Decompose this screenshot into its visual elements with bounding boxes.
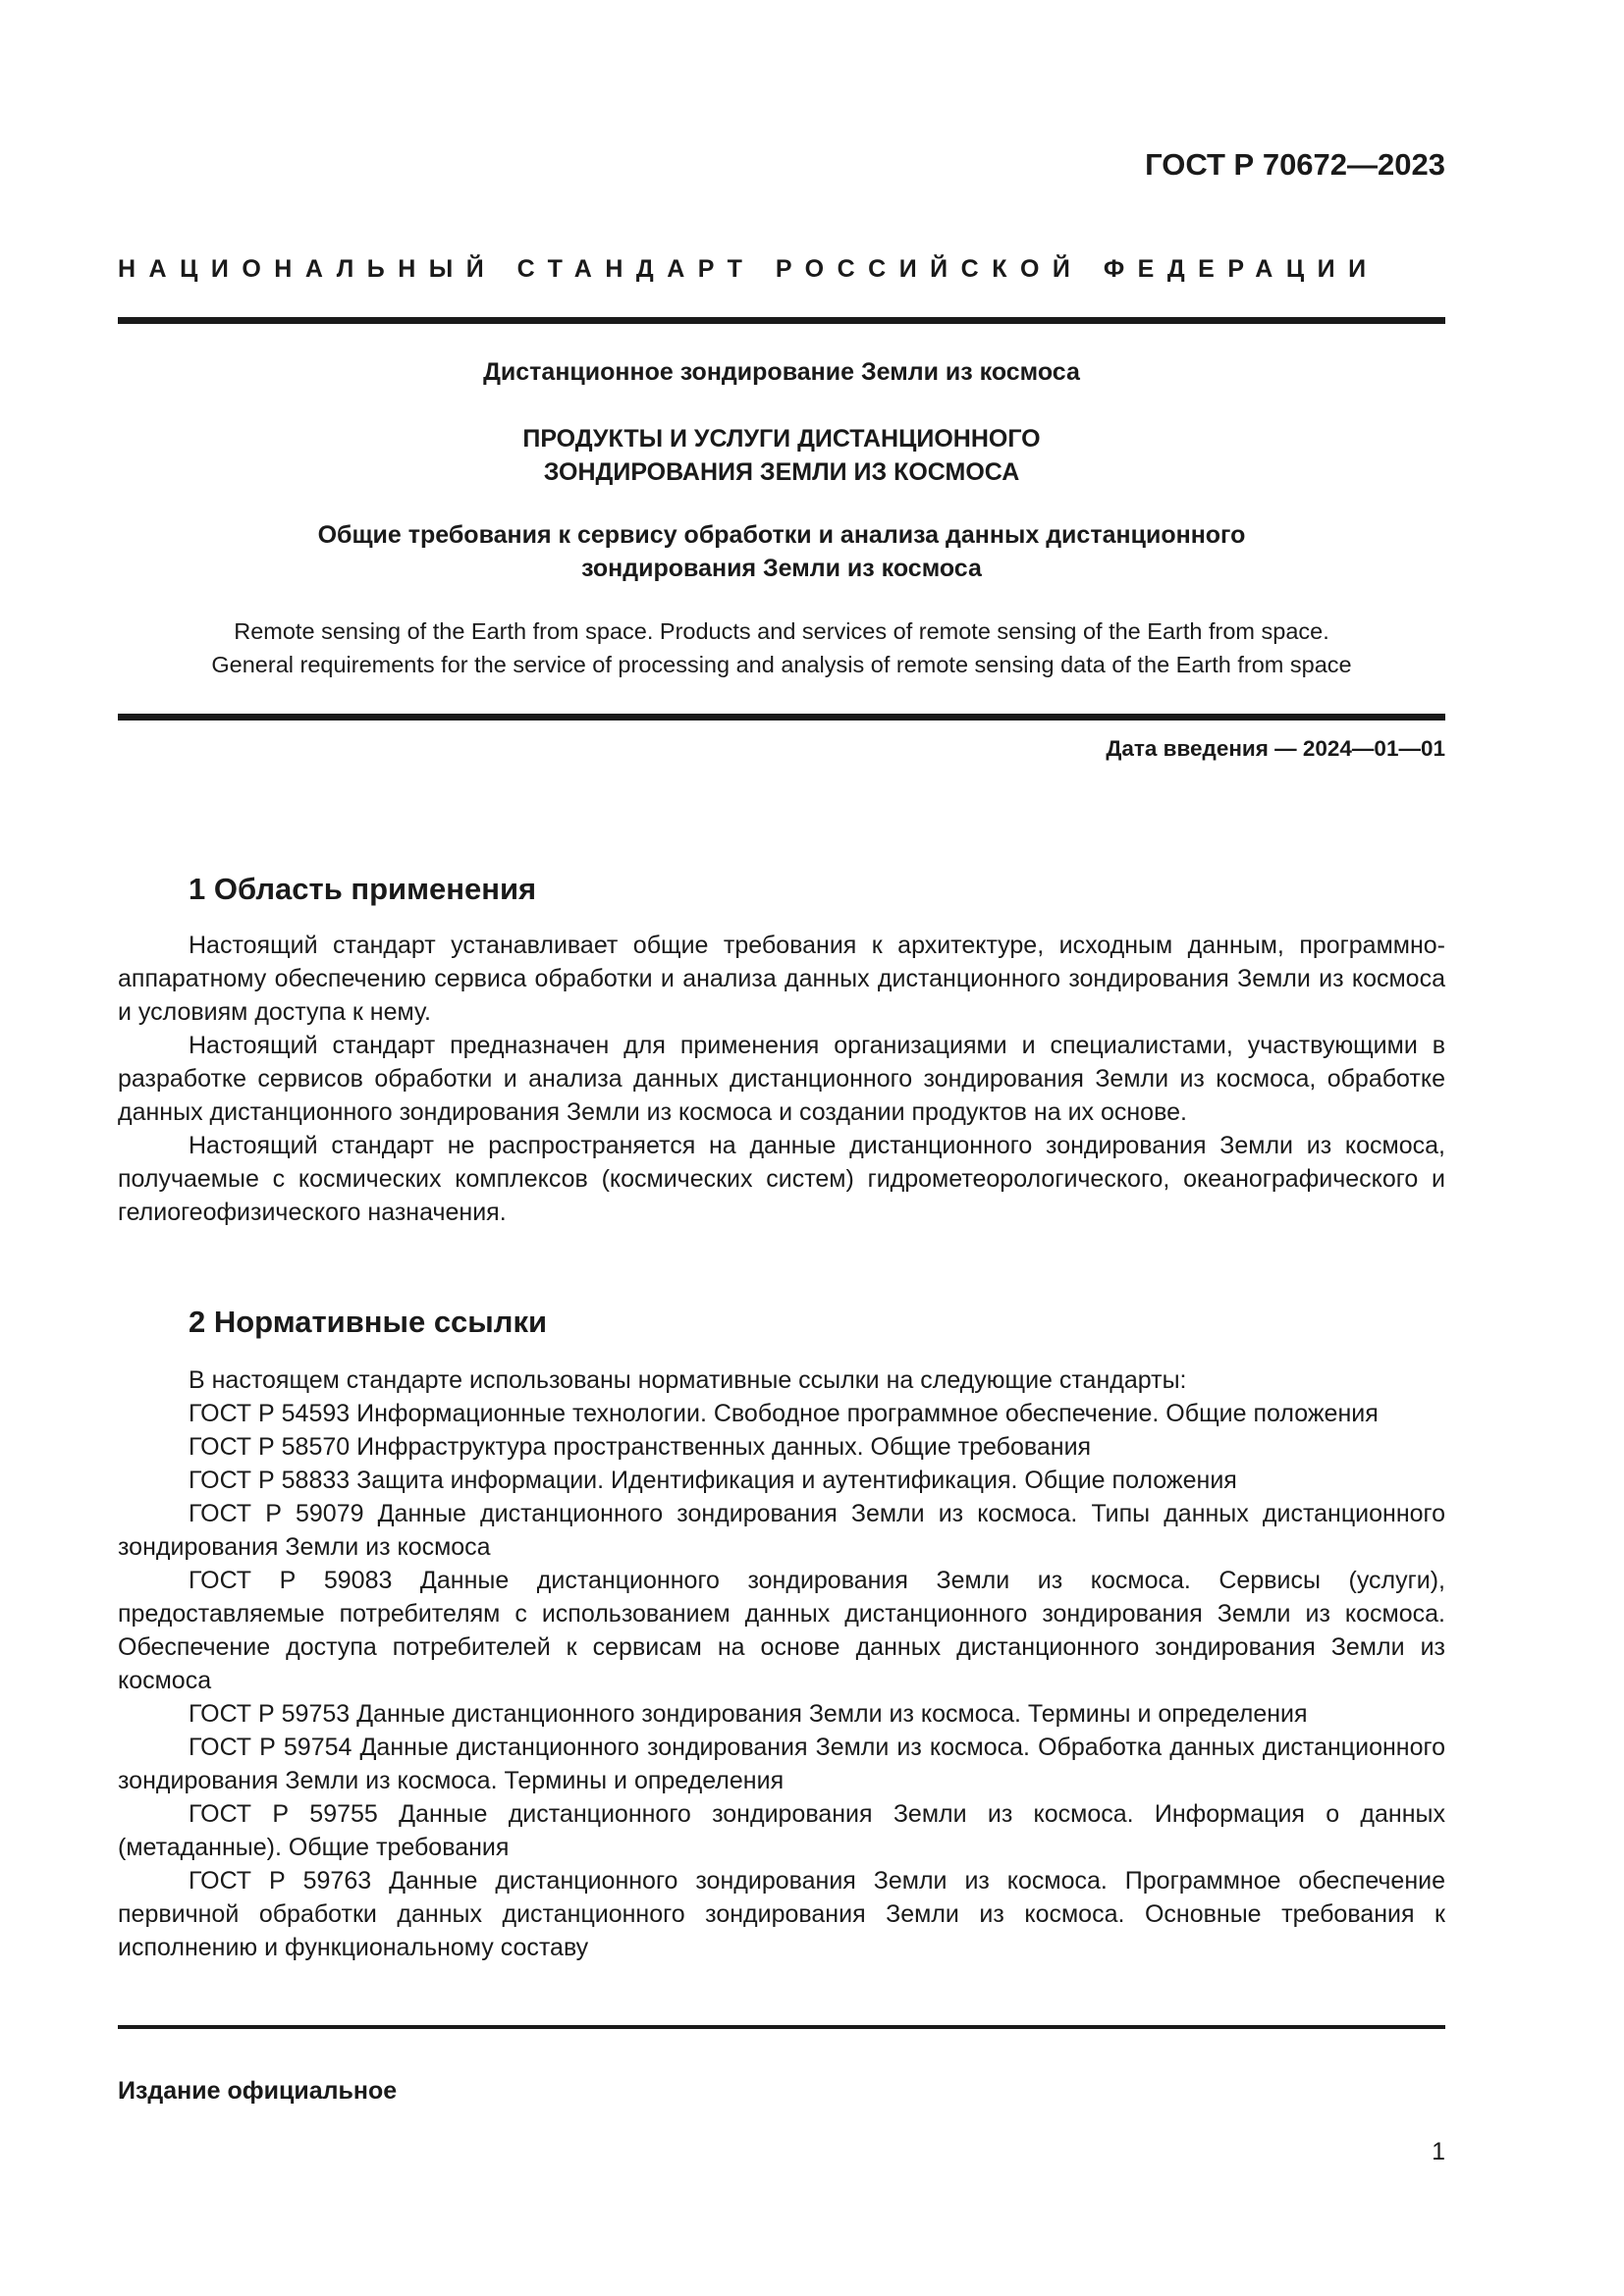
- english-title: [118, 614, 1445, 681]
- document-title-line: ЗОНДИРОВАНИЯ ЗЕМЛИ ИЗ КОСМОСА: [543, 458, 1020, 486]
- standard-designation: ГОСТ Р 70672—2023: [1145, 147, 1445, 182]
- document-subtitle-line: Общие требования к сервису обработки и анализа данных дистанционного: [317, 521, 1246, 549]
- document-title: [118, 422, 1445, 489]
- paragraph: В настоящем стандарте использованы нормативные ссылки на следующие стандарты:: [189, 1366, 1187, 1394]
- introduction-date: Дата введения — 2024—01—01: [1106, 736, 1445, 761]
- reference-item: ГОСТ Р 59079 Данные дистанционного зондирования Земли из космоса. Типы данных дистанционного зондирования Земли из космоса: [118, 1500, 1445, 1561]
- reference-item: ГОСТ Р 54593 Информационные технологии. Свободное программное обеспечение. Общие положения: [189, 1400, 1379, 1427]
- english-title-line: General requirements for the service of processing and analysis of remote sensing data of the Earth from space: [211, 652, 1352, 677]
- reference-item: ГОСТ Р 59754 Данные дистанционного зондирования Земли из космоса. Обработка данных дистанционного зондирования Земли из космоса. Термины и определения: [118, 1734, 1445, 1794]
- reference-item: ГОСТ Р 58570 Инфраструктура пространственных данных. Общие требования: [189, 1433, 1092, 1461]
- reference-item: ГОСТ Р 59755 Данные дистанционного зондирования Земли из космоса. Информация о данных (метаданные). Общие требования: [118, 1800, 1445, 1861]
- document-title-line: ПРОДУКТЫ И УСЛУГИ ДИСТАНЦИОННОГО: [522, 425, 1041, 453]
- national-standard-banner: НАЦИОНАЛЬНЫЙ СТАНДАРТ РОССИЙСКОЙ ФЕДЕРАЦИИ: [118, 255, 1380, 283]
- section-normative-references: [118, 1303, 1445, 1964]
- paragraph: Настоящий стандарт не распространяется на данные дистанционного зондирования Земли из космоса, получаемые с космических комплексов (космических систем) гидрометеорологического, океанографического и гелиогеофизического назначения.: [118, 1132, 1445, 1226]
- paragraph: Настоящий стандарт устанавливает общие требования к архитектуре, исходным данным, программно-аппаратному обеспечению сервиса обработки и анализа данных дистанционного зондирования Земли из космоса и условиям доступа к нему.: [118, 932, 1445, 1026]
- reference-item: ГОСТ Р 59083 Данные дистанционного зондирования Земли из космоса. Сервисы (услуги), предоставляемые потребителям с использованием данных дистанционного зондирования Земли из космоса. Обеспечение доступа потребителей к сервисам на основе данных дистанционного зондирования Земли из космоса: [118, 1567, 1445, 1694]
- document-subtitle-line: зондирования Земли из космоса: [581, 555, 982, 582]
- page-number: 1: [1432, 2138, 1445, 2165]
- reference-item: ГОСТ Р 59763 Данные дистанционного зондирования Земли из космоса. Программное обеспечение первичной обработки данных дистанционного зондирования Земли из космоса. Основные требования к исполнению и функциональному составу: [118, 1867, 1445, 1961]
- english-title-line: Remote sensing of the Earth from space. Products and services of remote sensing of the Earth from space.: [234, 618, 1329, 644]
- header-rule: [118, 317, 1445, 324]
- reference-item: ГОСТ Р 59753 Данные дистанционного зондирования Земли из космоса. Термины и определения: [189, 1700, 1308, 1728]
- document-subtitle: [118, 518, 1445, 585]
- reference-item: ГОСТ Р 58833 Защита информации. Идентификация и аутентификация. Общие положения: [189, 1467, 1237, 1494]
- section-heading: 2 Нормативные ссылки: [189, 1305, 548, 1339]
- section-heading: 1 Область применения: [189, 872, 537, 906]
- paragraph: Настоящий стандарт предназначен для применения организациями и специалистами, участвующими в разработке сервисов обработки и анализа данных дистанционного зондирования Земли из космоса, обработке данных дистанционного зондирования Земли из космоса и создании продуктов на их основе.: [118, 1032, 1445, 1126]
- title-rule: [118, 714, 1445, 721]
- section-scope: [118, 870, 1445, 1229]
- official-edition-note: Издание официальное: [118, 2077, 398, 2105]
- footer-rule: [118, 2025, 1445, 2029]
- document-topic: Дистанционное зондирование Земли из космоса: [483, 358, 1080, 386]
